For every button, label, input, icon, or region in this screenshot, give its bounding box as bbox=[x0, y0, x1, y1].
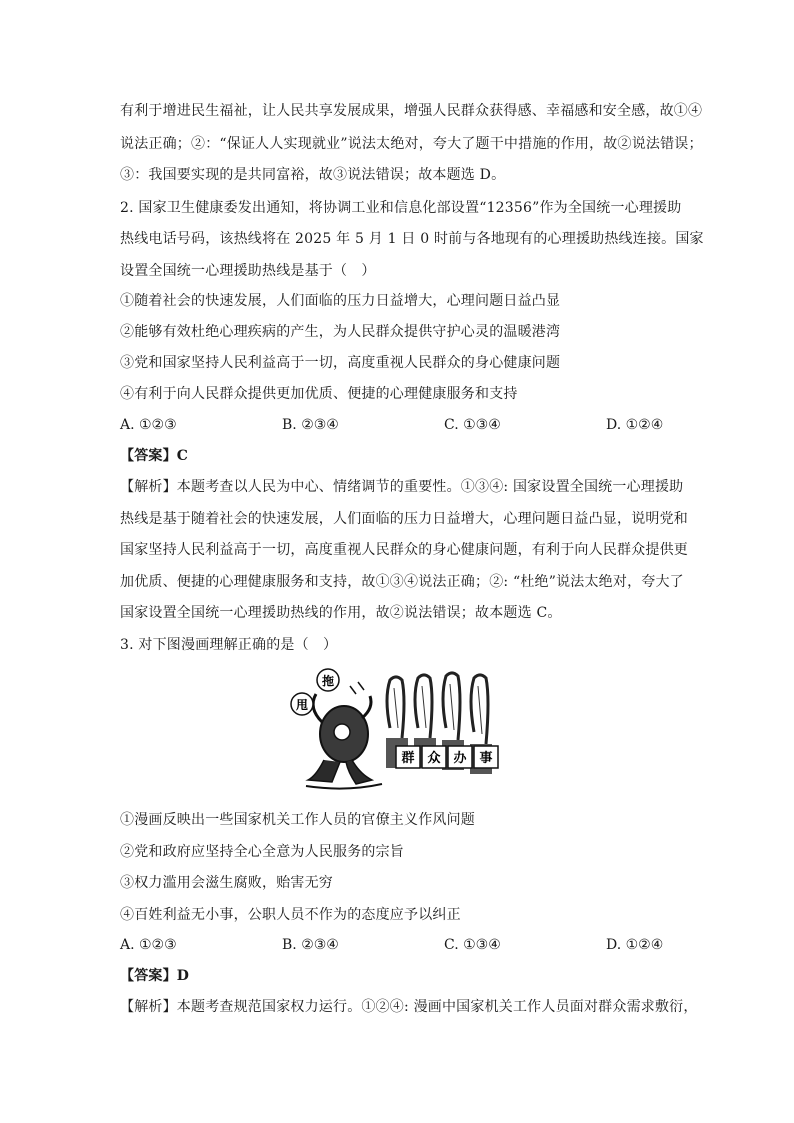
official-figure bbox=[306, 694, 382, 789]
statement-item: ④百姓利益无小事，公职人员不作为的态度应予以纠正 bbox=[120, 907, 461, 923]
statement-item: ②能够有效杜绝心理疾病的产生，为人民群众提供守护心灵的温暖港湾 bbox=[120, 324, 561, 340]
analysis-line: 【解析】本题考查以人民为中心、情绪调节的重要性。①③④: 国家设置全国统一心理援助 bbox=[120, 479, 684, 495]
motion-lines bbox=[350, 682, 364, 694]
answer-label: 【答案】D bbox=[120, 968, 190, 984]
sign-char: 事 bbox=[479, 751, 493, 766]
analysis-line: 【解析】本题考查规范国家权力运行。①②④: 漫画中国家机关工作人员面对群众需求敷衍， bbox=[120, 999, 698, 1015]
chair-hatching bbox=[394, 684, 482, 734]
statement-item: ①漫画反映出一些国家机关工作人员的官僚主义作风问题 bbox=[120, 812, 475, 828]
sign-char: 众 bbox=[427, 751, 441, 766]
option-b: B. ②③④ bbox=[282, 937, 339, 953]
statement-item: ④有利于向人民群众提供更加优质、便捷的心理健康服务和支持 bbox=[120, 386, 518, 402]
question-2-stem: 设置全国统一心理援助热线是基于（ ） bbox=[120, 263, 376, 279]
text-line: ③：我国要实现的是共同富裕，故③说法错误；故本题选 D。 bbox=[120, 167, 506, 183]
option-c: C. ①③④ bbox=[444, 937, 501, 953]
statement-item: ①随着社会的快速发展，人们面临的压力日益增大，心理问题日益凸显 bbox=[120, 293, 561, 309]
statement-item: ②党和政府应坚持全心全意为人民服务的宗旨 bbox=[120, 844, 404, 860]
question-3-stem: 3. 对下图漫画理解正确的是（ ） bbox=[120, 637, 338, 653]
option-c: C. ①③④ bbox=[444, 417, 501, 433]
option-a: A. ①②③ bbox=[120, 937, 177, 953]
bubble-text: 拖 bbox=[321, 674, 335, 688]
chair-backs bbox=[387, 673, 488, 744]
statement-item: ③党和国家坚持人民利益高于一切，高度重视人民群众的身心健康问题 bbox=[120, 355, 561, 371]
bubble-text: 甩 bbox=[295, 698, 309, 712]
sign-char: 群 bbox=[401, 751, 415, 766]
analysis-line: 国家坚持人民利益高于一切，高度重视人民群众的身心健康问题，有利于向人民群众提供更 bbox=[120, 542, 688, 558]
sign-char: 办 bbox=[453, 751, 467, 766]
text-line: 有利于增进民生福祉，让人民共享发展成果，增强人民群众获得感、幸福感和安全感，故①④ bbox=[120, 103, 703, 119]
option-b: B. ②③④ bbox=[282, 417, 339, 433]
analysis-line: 热线是基于随着社会的快速发展，人们面临的压力日益增大，心理问题日益凸显，说明党和 bbox=[120, 511, 688, 527]
analysis-line: 加优质、便捷的心理健康服务和支持，故①③④说法正确；②: “杜绝”说法太绝对，夸大了 bbox=[120, 574, 684, 590]
question-2-stem: 2. 国家卫生健康委发出通知，将协调工业和信息化部设置“12356”作为全国统一心理援助 bbox=[120, 200, 682, 216]
option-d: D. ①②④ bbox=[606, 417, 664, 433]
option-a: A. ①②③ bbox=[120, 417, 177, 433]
cartoon-image bbox=[286, 668, 508, 798]
option-d: D. ①②④ bbox=[606, 937, 664, 953]
answer-label: 【答案】C bbox=[120, 448, 189, 464]
text-line: 说法正确；②：“保证人人实现就业”说法太绝对，夸大了题干中措施的作用，故②说法错误； bbox=[120, 136, 703, 152]
analysis-line: 国家设置全国统一心理援助热线的作用，故②说法错误；故本题选 C。 bbox=[120, 605, 562, 621]
statement-item: ③权力滥用会滋生腐败，贻害无穷 bbox=[120, 875, 333, 891]
question-2-stem: 热线电话号码，该热线将在 2025 年 5 月 1 日 0 时前与各地现有的心理援助热线连接。国家 bbox=[120, 231, 704, 247]
